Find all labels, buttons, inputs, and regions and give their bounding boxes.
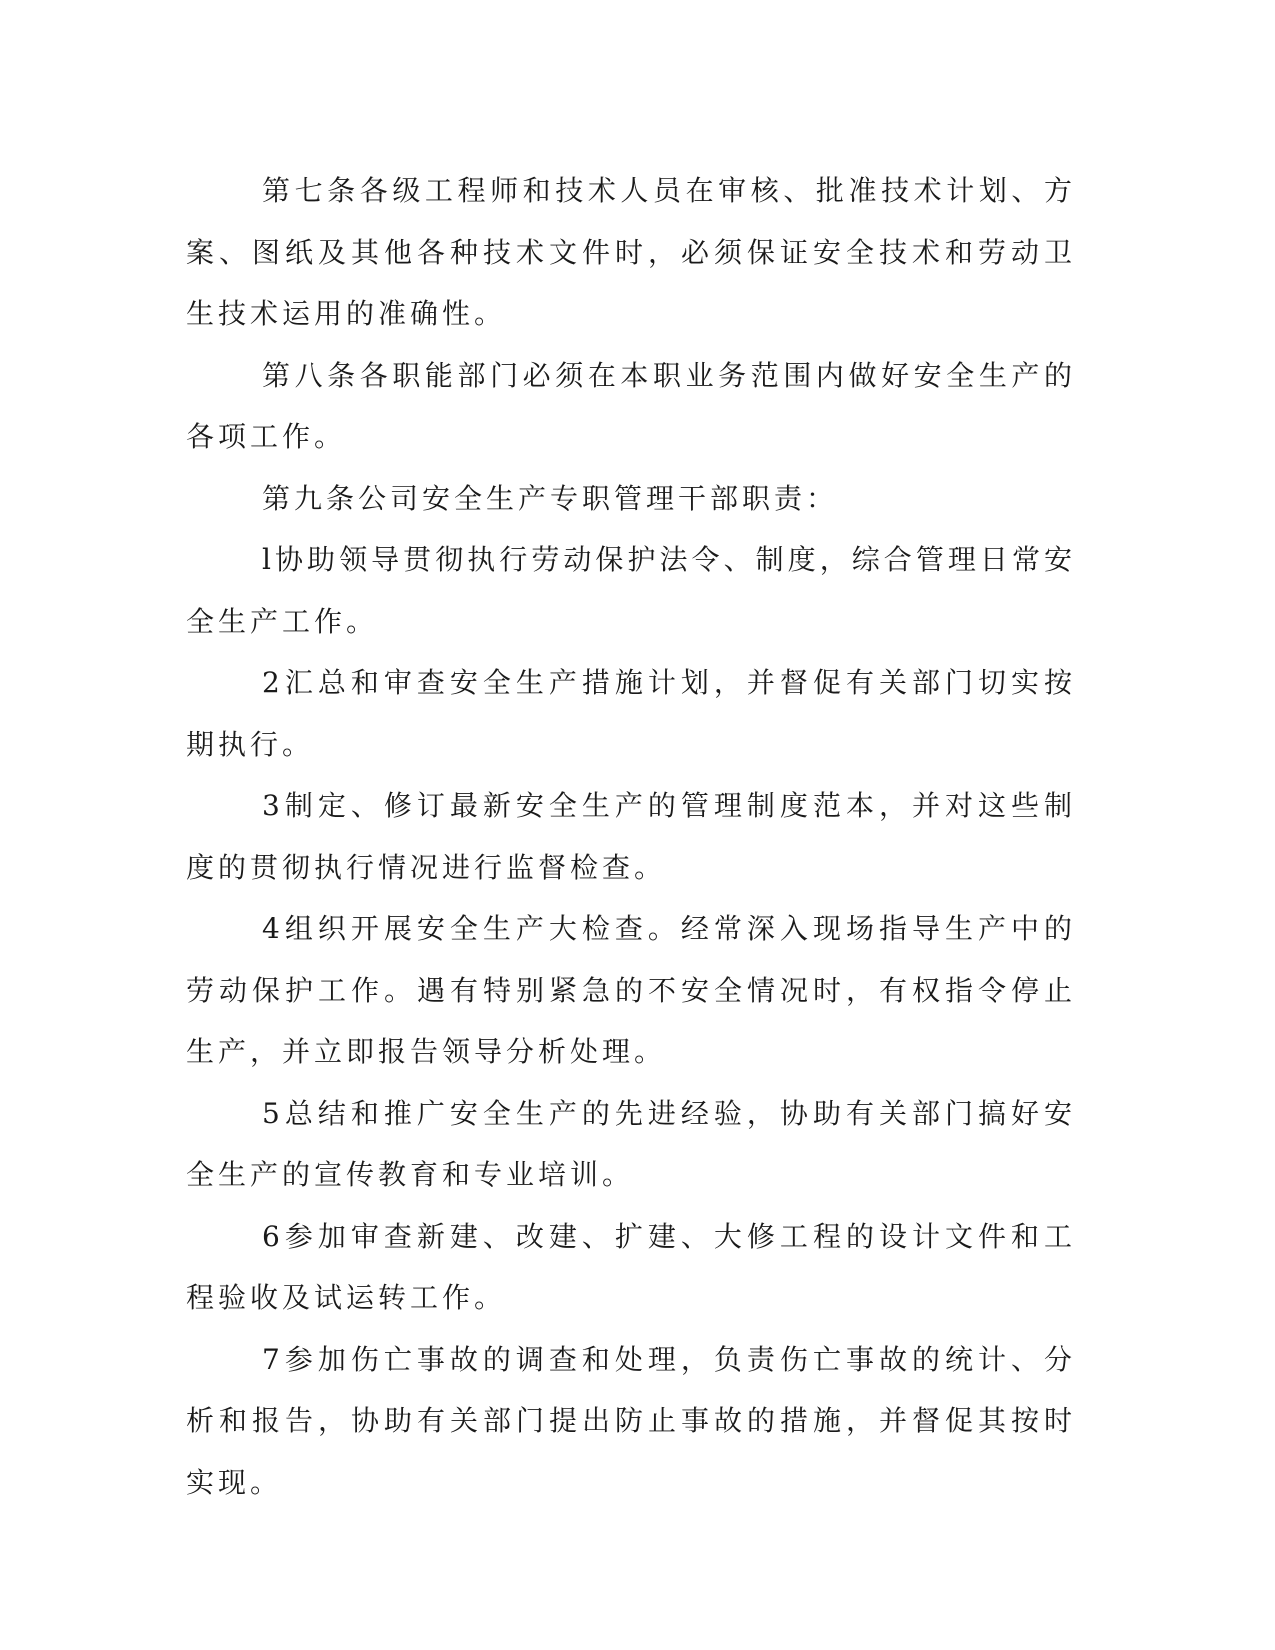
paragraph-article-9: 第九条公司安全生产专职管理干部职责： [262, 481, 839, 515]
paragraph-duty-7: 7参加伤亡事故的调查和处理，负责伤亡事故的统计、分析和报告，协助有关部门提出防止事故的措施，并督促其按时实现。 [186, 1342, 1076, 1499]
paragraph-article-8: 第八条各职能部门必须在本职业务范围内做好安全生产的各项工作。 [186, 358, 1076, 453]
paragraph-duty-2: 2汇总和审查安全生产措施计划，并督促有关部门切实按期执行。 [186, 666, 1076, 761]
paragraph-duty-4: 4组织开展安全生产大检查。经常深入现场指导生产中的劳动保护工作。遇有特别紧急的不安全情况时，有权指令停止生产，并立即报告领导分析处理。 [186, 912, 1076, 1068]
paragraph-article-7: 第七条各级工程师和技术人员在审核、批准技术计划、方案、图纸及其他各种技术文件时，必须保证安全技术和劳动卫生技术运用的准确性。 [186, 174, 1076, 330]
paragraph-duty-1: l协助领导贯彻执行劳动保护法令、制度，综合管理日常安全生产工作。 [186, 543, 1076, 638]
paragraph-duty-6: 6参加审查新建、改建、扩建、大修工程的设计文件和工程验收及试运转工作。 [186, 1219, 1076, 1314]
paragraph-duty-5: 5总结和推广安全生产的先进经验，协助有关部门搞好安全生产的宣传教育和专业培训。 [186, 1096, 1076, 1191]
paragraph-duty-3: 3制定、修订最新安全生产的管理制度范本，并对这些制度的贯彻执行情况进行监督检查。 [186, 789, 1076, 884]
document-body [186, 160, 1076, 1513]
